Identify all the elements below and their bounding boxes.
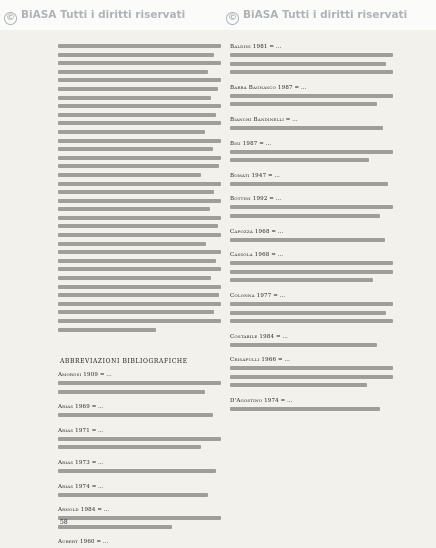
reference-entry: Crisafulli 1966 = … [230, 357, 290, 364]
right-column [230, 44, 393, 416]
page-number: 58 [60, 519, 68, 526]
reference-entry: Barra Bagnasco 1987 = … [230, 84, 307, 91]
reference-entry: Bottini 1992 = … [230, 196, 282, 203]
reference-entry: D'Agostino 1974 = … [230, 398, 293, 405]
copyright-icon: © [228, 13, 237, 23]
reference-entry: Costabile 1984 = … [230, 333, 288, 340]
reference-entry: Amorosi 1909 = … [58, 372, 112, 378]
body-text-block [58, 44, 221, 332]
left-column [58, 44, 221, 336]
left-reference-list [58, 372, 221, 548]
section-heading: ABBREVIAZIONI BIBLIOGRAFICHE [60, 358, 188, 365]
reference-entry: Arnold 1984 = … [58, 507, 110, 514]
reference-entry: Arias 1969 = … [58, 404, 104, 411]
reference-entry: Cassola 1968 = … [230, 252, 284, 259]
reference-entry: Bisi 1987 = … [230, 140, 272, 147]
watermark-bar [0, 0, 436, 30]
watermark-right: © BiASA Tutti i diritti riservati [228, 9, 408, 23]
reference-entry: Baldini 1981 = … [230, 44, 282, 50]
watermark-left: © BiASA Tutti i diritti riservati [6, 9, 186, 23]
reference-entry: Capozza 1968 = … [230, 228, 284, 235]
reference-entry: Bomati 1947 = … [230, 172, 280, 179]
reference-entry: Arias 1974 = … [58, 483, 104, 490]
reference-entry: Colonna 1977 = … [230, 292, 286, 299]
reference-entry: Arias 1971 = … [58, 427, 104, 434]
copyright-icon: © [6, 13, 15, 23]
reference-entry: Arias 1973 = … [58, 459, 104, 466]
reference-entry: Bianchi Bandinelli = … [230, 116, 298, 123]
reference-entry: Aubert 1960 = … [58, 539, 109, 546]
